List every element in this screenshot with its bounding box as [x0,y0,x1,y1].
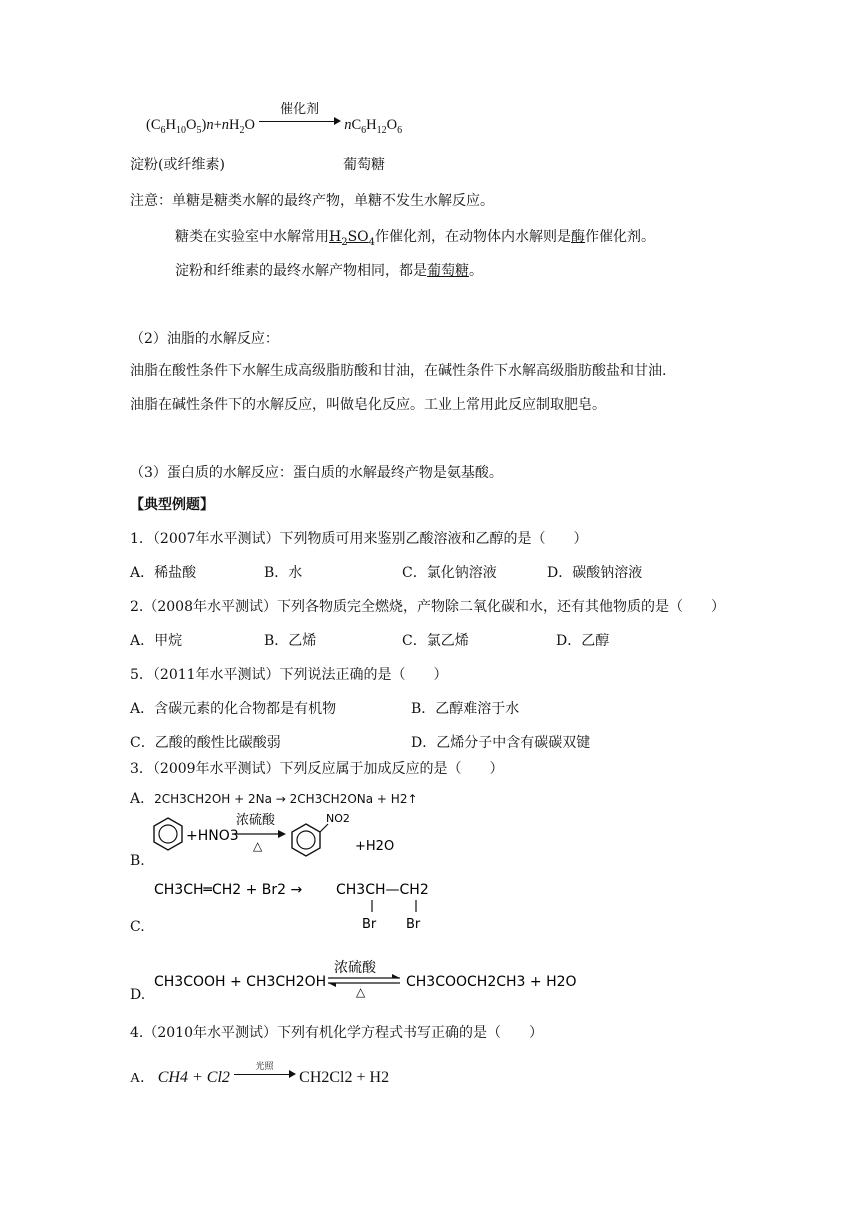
q3-d-left: CH3COOH + CH3CH2OH [154,974,327,990]
label-starch: 淀粉(或纤维素) [130,157,225,173]
fat-line-1: 油脂在酸性条件下水解生成高级脂肪酸和甘油，在碱性条件下水解高级脂肪酸盐和甘油. [130,363,667,379]
q3-option-c-equation [150,876,450,936]
q4-option-a: A． CH4 + Cl2 光照 CH2Cl2 + H2 [130,1064,389,1088]
protein-line: （3）蛋白质的水解反应：蛋白质的水解最终产物是氨基酸。 [130,465,503,481]
starch-hydrolysis-equation [146,102,403,140]
note-line-2: 糖类在实验室中水解常用$H_2SO_4$作催化剂，在动物体内水解则是酶作催化剂。 [175,229,656,248]
q1-option-a: A．稀盐酸 [130,565,197,581]
q3-c-br-1: Br [362,917,377,932]
q5-option-b: B．乙醇难溶于水 [411,701,520,717]
q5-stem: 5．（2011年水平测试）下列说法正确的是（ ） [130,667,448,683]
q4-a-arrow [234,1064,296,1082]
q3-c-product: CH3CH—CH2 [336,882,429,898]
q4-a-left: CH4 + Cl2 [157,1069,230,1086]
acid-catalyst: $H_2SO_4$ [329,229,376,248]
q4-a-right: CH2Cl2 + H2 [299,1069,390,1086]
q3-b-cond-top: 浓硫酸 [236,813,276,828]
q5-option-c: C．乙酸的酸性比碳酸弱 [130,735,281,751]
q1-stem: 1．（2007年水平测试）下列物质可用来鉴别乙酸溶液和乙醇的是（ ） [130,531,588,547]
q3-b-cond-bottom: △ [253,839,263,853]
q1-option-c: C．氯化钠溶液 [402,565,497,581]
q2-option-d: D．乙醇 [556,633,610,649]
q2-option-a: A．甲烷 [130,633,183,649]
q3-option-a: A．2CH3CH2OH + 2Na → 2CH3CH2ONa + H2↑ [130,791,418,807]
fat-line-2: 油脂在碱性条件下的水解反应，叫做皂化反应。工业上常用此反应制取肥皂。 [130,397,606,413]
equation-left: $(C_6H_{10}O_5)n+nH_2O$ [146,117,255,136]
q1-option-b: B．水 [264,565,303,581]
equation-right: $nC_6H_{12}O_6$ [344,117,403,136]
q3-option-b-label: B. [130,853,145,869]
note-line-3: 淀粉和纤维素的最终水解产物相同，都是葡萄糖。 [175,263,483,279]
q3-d-cond-bottom: △ [356,985,366,998]
q4-stem: 4.（2010年水平测试）下列有机化学方程式书写正确的是（ ） [130,1025,543,1041]
q3-option-d-label: D. [130,987,146,1003]
q3-b-water: +H2O [355,839,395,854]
q3-c-reactants: CH3CH═CH2 + Br2 → [154,882,303,898]
q3-a-equation: 2CH3CH2OH + 2Na → 2CH3CH2ONa + H2↑ [154,792,418,806]
q4-a-cond: 光照 [255,1062,274,1072]
catalyst-label: 催化剂 [280,102,320,117]
q3-b-reagent: +HNO3 [186,828,239,844]
enzyme: 酶 [571,229,586,245]
q3-b-no2: NO2 [326,812,350,825]
q3-d-cond-top: 浓硫酸 [334,960,376,976]
examples-heading: 【典型例题】 [130,497,214,513]
q2-option-b: B．乙烯 [264,633,317,649]
q5-option-d: D．乙烯分子中含有碳碳双键 [411,735,591,751]
label-glucose: 葡萄糖 [343,157,385,173]
fat-heading: （2）油脂的水解反应： [130,331,279,347]
q2-option-c: C．氯乙烯 [402,633,469,649]
glucose-underlined: 葡萄糖 [427,263,469,279]
q5-option-a: A．含碳元素的化合物都是有机物 [130,701,337,717]
q1-option-d: D．碳酸钠溶液 [547,565,643,581]
q3-option-d-equation [150,956,590,998]
catalyst-arrow [259,102,341,129]
q3-option-b-equation [150,810,410,866]
q3-d-right: CH3COOCH2CH3 + H2O [406,974,577,990]
q3-c-br-2: Br [406,917,421,932]
q2-stem: 2.（2008年水平测试）下列各物质完全燃烧，产物除二氧化碳和水，还有其他物质的是（ ） [130,599,725,615]
note-intro: 注意：单糖是糖类水解的最终产物，单糖不发生水解反应。 [130,193,494,209]
q3-option-c-label: C. [130,919,145,935]
q3-stem: 3．（2009年水平测试）下列反应属于加成反应的是（ ） [130,761,504,777]
